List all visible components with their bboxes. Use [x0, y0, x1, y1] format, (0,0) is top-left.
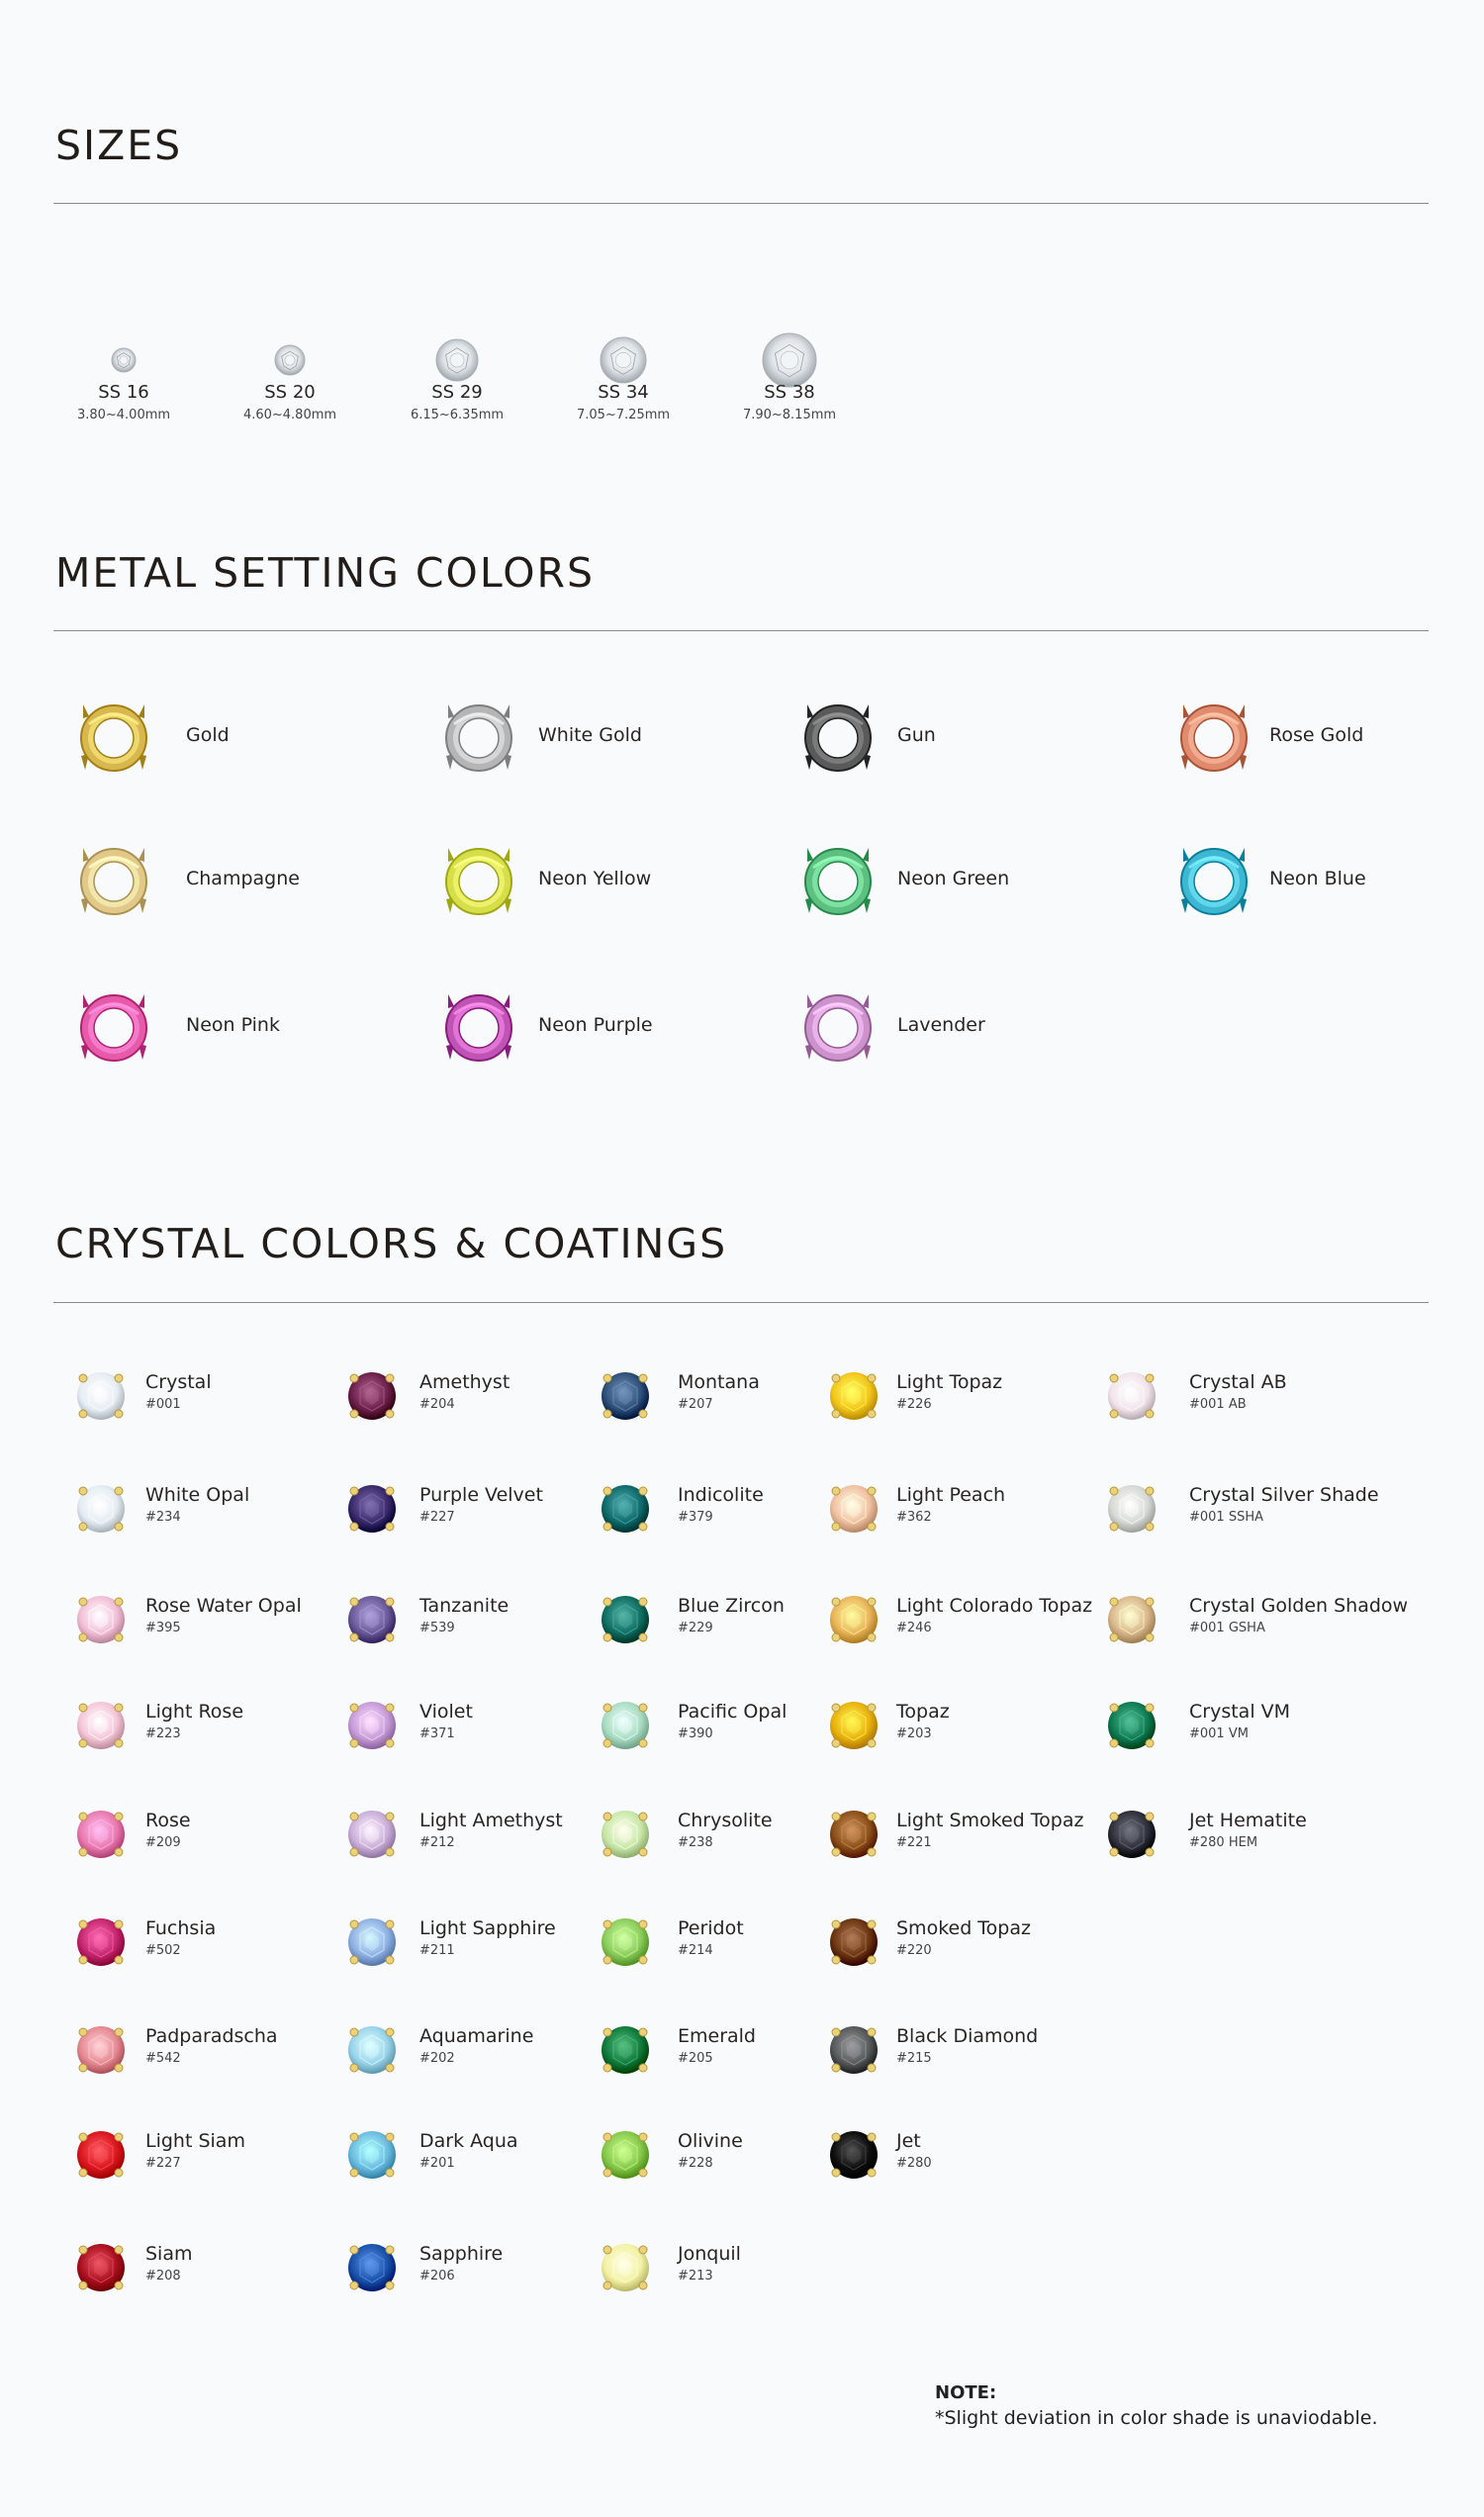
crystal-color-swatch-icon	[827, 2128, 881, 2182]
metal-setting-label: Gun	[897, 724, 936, 746]
metal-setting-icon	[440, 838, 517, 921]
metal-setting-label: Champagne	[186, 868, 300, 889]
crystal-color-name: Rose Water Opal	[145, 1595, 302, 1617]
metal-setting-label: Lavender	[897, 1014, 985, 1036]
crystal-color-code: #228	[678, 2156, 713, 2171]
crystal-divider	[53, 1302, 1429, 1303]
crystal-color-code: #202	[419, 2051, 455, 2066]
crystal-color-code: #201	[419, 2156, 455, 2171]
crystal-color-code: #203	[896, 1726, 932, 1741]
crystal-color-swatch-icon	[599, 1482, 652, 1536]
crystal-color-swatch-icon	[74, 1699, 128, 1752]
crystal-color-code: #208	[145, 2269, 181, 2284]
size-item	[373, 297, 541, 435]
crystal-color-swatch-icon	[74, 1593, 128, 1646]
crystal-color-swatch-icon	[74, 1482, 128, 1536]
metal-setting-title: METAL SETTING COLORS	[55, 549, 595, 597]
metal-setting-label: Rose Gold	[1269, 724, 1364, 746]
crystal-color-code: #226	[896, 1397, 932, 1412]
crystal-color-name: Sapphire	[419, 2243, 504, 2265]
crystal-color-name: Purple Velvet	[419, 1484, 543, 1506]
crystal-color-swatch-icon	[74, 1915, 128, 1969]
crystal-color-name: Amethyst	[419, 1371, 510, 1393]
crystal-color-swatch-icon	[74, 2241, 128, 2294]
crystal-color-swatch-icon	[827, 1699, 881, 1752]
metal-setting-icon	[799, 984, 877, 1068]
crystal-color-name: Light Peach	[896, 1484, 1006, 1506]
crystal-color-name: Light Topaz	[896, 1371, 1003, 1393]
crystal-color-code: #539	[419, 1621, 455, 1635]
crystal-color-name: White Opal	[145, 1484, 250, 1506]
size-item	[539, 297, 707, 435]
crystal-color-swatch-icon	[345, 1593, 399, 1646]
crystal-color-code: #220	[896, 1943, 932, 1958]
crystal-color-name: Crystal VM	[1189, 1701, 1291, 1723]
crystal-color-swatch-icon	[827, 2023, 881, 2077]
crystal-color-code: #229	[678, 1621, 713, 1635]
crystal-color-name: Peridot	[678, 1917, 744, 1939]
crystal-color-code: #234	[145, 1510, 181, 1525]
size-label: SS 20	[264, 382, 316, 403]
crystal-colors-title: CRYSTAL COLORS & COATINGS	[55, 1220, 728, 1267]
crystal-color-swatch-icon	[827, 1593, 881, 1646]
crystal-color-name: Crystal	[145, 1371, 212, 1393]
crystal-color-code: #362	[896, 1510, 932, 1525]
crystal-color-name: Light Amethyst	[419, 1810, 563, 1831]
crystal-color-swatch-icon	[1105, 1699, 1159, 1752]
crystal-color-name: Emerald	[678, 2025, 756, 2047]
crystal-color-name: Light Sapphire	[419, 1917, 556, 1939]
crystal-color-name: Crystal Golden Shadow	[1189, 1595, 1409, 1617]
note-text: *Slight deviation in color shade is unaviodable.	[935, 2407, 1378, 2429]
crystal-color-swatch-icon	[1105, 1369, 1159, 1423]
size-mm: 6.15~6.35mm	[410, 408, 505, 422]
metal-setting-icon	[799, 695, 877, 778]
crystal-color-name: Rose	[145, 1810, 191, 1831]
crystal-color-swatch-icon	[345, 1915, 399, 1969]
crystal-color-name: Black Diamond	[896, 2025, 1039, 2047]
metal-setting-icon	[1175, 838, 1252, 921]
crystal-color-name: Siam	[145, 2243, 193, 2265]
metal-setting-icon	[440, 984, 517, 1068]
metal-setting-icon	[75, 695, 152, 778]
crystal-color-code: #246	[896, 1621, 932, 1635]
size-label: SS 38	[764, 382, 815, 403]
crystal-color-swatch-icon	[345, 2241, 399, 2294]
crystal-color-name: Padparadscha	[145, 2025, 278, 2047]
crystal-color-code: #205	[678, 2051, 713, 2066]
crystal-color-name: Jet	[896, 2130, 921, 2152]
crystal-color-name: Indicolite	[678, 1484, 764, 1506]
crystal-color-swatch-icon	[599, 1699, 652, 1752]
metal-setting-label: Neon Green	[897, 868, 1010, 889]
size-label: SS 16	[98, 382, 149, 403]
crystal-color-swatch-icon	[345, 1808, 399, 1861]
crystal-color-swatch-icon	[1105, 1808, 1159, 1861]
crystal-color-code: #213	[678, 2269, 713, 2284]
crystal-color-swatch-icon	[345, 2023, 399, 2077]
crystal-color-swatch-icon	[345, 1482, 399, 1536]
crystal-color-swatch-icon	[827, 1915, 881, 1969]
crystal-color-name: Crystal Silver Shade	[1189, 1484, 1379, 1506]
crystal-color-swatch-icon	[74, 2023, 128, 2077]
crystal-color-name: Light Colorado Topaz	[896, 1595, 1093, 1617]
crystal-color-name: Violet	[419, 1701, 473, 1723]
crystal-color-name: Blue Zircon	[678, 1595, 785, 1617]
crystal-color-code: #221	[896, 1835, 932, 1850]
size-label: SS 29	[431, 382, 483, 403]
crystal-color-code: #211	[419, 1943, 455, 1958]
crystal-color-name: Light Rose	[145, 1701, 244, 1723]
crystal-color-code: #280	[896, 2156, 932, 2171]
crystal-color-code: #227	[145, 2156, 181, 2171]
crystal-color-name: Crystal AB	[1189, 1371, 1287, 1393]
crystal-color-code: #001	[145, 1397, 181, 1412]
crystal-color-code: #206	[419, 2269, 455, 2284]
crystal-color-name: Smoked Topaz	[896, 1917, 1031, 1939]
metal-setting-label: Neon Yellow	[538, 868, 652, 889]
crystal-color-code: #238	[678, 1835, 713, 1850]
crystal-color-code: #209	[145, 1835, 181, 1850]
crystal-color-swatch-icon	[599, 1593, 652, 1646]
crystal-color-swatch-icon	[827, 1369, 881, 1423]
crystal-color-code: #207	[678, 1397, 713, 1412]
crystal-color-swatch-icon	[827, 1482, 881, 1536]
crystal-color-swatch-icon	[599, 2128, 652, 2182]
crystal-color-code: #227	[419, 1510, 455, 1525]
rhinestone-size-icon	[111, 347, 137, 373]
rhinestone-size-icon	[435, 338, 479, 382]
note-title: NOTE:	[935, 2382, 997, 2403]
metal-setting-icon	[75, 984, 152, 1068]
crystal-color-swatch-icon	[345, 1699, 399, 1752]
size-label: SS 34	[598, 382, 649, 403]
metal-setting-icon	[75, 838, 152, 921]
sizes-title: SIZES	[55, 122, 183, 169]
metal-setting-label: White Gold	[538, 724, 642, 746]
crystal-color-code: #001 VM	[1189, 1726, 1249, 1741]
size-mm: 7.90~8.15mm	[742, 408, 837, 422]
crystal-color-name: Light Siam	[145, 2130, 245, 2152]
crystal-color-code: #223	[145, 1726, 181, 1741]
crystal-color-code: #212	[419, 1835, 455, 1850]
size-mm: 3.80~4.00mm	[76, 408, 171, 422]
rhinestone-size-icon	[600, 336, 647, 384]
crystal-color-swatch-icon	[345, 2128, 399, 2182]
crystal-color-name: Jonquil	[678, 2243, 741, 2265]
crystal-color-code: #395	[145, 1621, 181, 1635]
crystal-color-swatch-icon	[599, 1369, 652, 1423]
crystal-color-swatch-icon	[599, 1808, 652, 1861]
crystal-color-name: Montana	[678, 1371, 760, 1393]
size-item	[40, 297, 208, 435]
sizes-divider	[53, 203, 1429, 204]
crystal-color-name: Chrysolite	[678, 1810, 773, 1831]
crystal-color-name: Light Smoked Topaz	[896, 1810, 1084, 1831]
crystal-color-code: #001 AB	[1189, 1397, 1247, 1412]
metal-setting-icon	[799, 838, 877, 921]
crystal-color-swatch-icon	[74, 1369, 128, 1423]
crystal-color-name: Topaz	[896, 1701, 950, 1723]
crystal-color-name: Aquamarine	[419, 2025, 534, 2047]
crystal-color-code: #390	[678, 1726, 713, 1741]
size-item	[206, 297, 374, 435]
size-mm: 7.05~7.25mm	[576, 408, 671, 422]
size-mm: 4.60~4.80mm	[242, 408, 337, 422]
crystal-color-code: #379	[678, 1510, 713, 1525]
crystal-color-name: Tanzanite	[419, 1595, 510, 1617]
metal-divider	[53, 630, 1429, 631]
crystal-color-swatch-icon	[599, 2241, 652, 2294]
crystal-color-name: Dark Aqua	[419, 2130, 518, 2152]
crystal-color-code: #001 GSHA	[1189, 1621, 1265, 1635]
crystal-color-code: #502	[145, 1943, 181, 1958]
rhinestone-size-icon	[274, 344, 306, 376]
crystal-color-name: Pacific Opal	[678, 1701, 788, 1723]
crystal-color-name: Fuchsia	[145, 1917, 217, 1939]
crystal-color-swatch-icon	[1105, 1593, 1159, 1646]
rhinestone-size-icon	[762, 332, 817, 388]
crystal-color-swatch-icon	[599, 1915, 652, 1969]
metal-setting-label: Gold	[186, 724, 230, 746]
crystal-color-name: Jet Hematite	[1189, 1810, 1307, 1831]
crystal-color-swatch-icon	[599, 2023, 652, 2077]
metal-setting-icon	[1175, 695, 1252, 778]
metal-setting-label: Neon Pink	[186, 1014, 280, 1036]
crystal-color-code: #214	[678, 1943, 713, 1958]
crystal-color-code: #204	[419, 1397, 455, 1412]
crystal-color-code: #542	[145, 2051, 181, 2066]
crystal-color-name: Olivine	[678, 2130, 743, 2152]
crystal-color-swatch-icon	[1105, 1482, 1159, 1536]
crystal-color-code: #001 SSHA	[1189, 1510, 1264, 1525]
metal-setting-label: Neon Blue	[1269, 868, 1366, 889]
crystal-color-swatch-icon	[827, 1808, 881, 1861]
metal-setting-label: Neon Purple	[538, 1014, 653, 1036]
crystal-color-code: #215	[896, 2051, 932, 2066]
crystal-color-swatch-icon	[345, 1369, 399, 1423]
crystal-color-code: #280 HEM	[1189, 1835, 1258, 1850]
crystal-color-swatch-icon	[74, 1808, 128, 1861]
metal-setting-icon	[440, 695, 517, 778]
crystal-color-swatch-icon	[74, 2128, 128, 2182]
size-item	[705, 297, 874, 435]
crystal-color-code: #371	[419, 1726, 455, 1741]
